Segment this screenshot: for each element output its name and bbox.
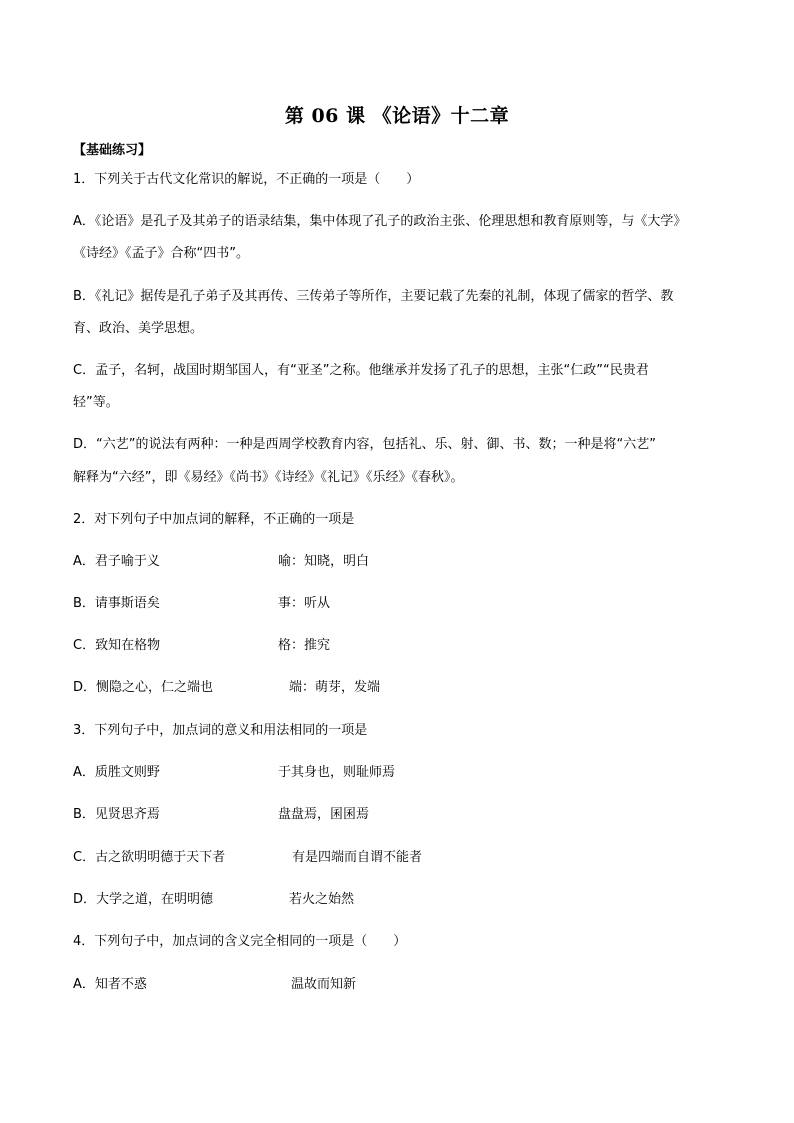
question-2-option-b-gloss: 事：听从 [278, 596, 331, 611]
question-1-option-d-line2: 解释为“六经”，即《易经》《尚书》《诗经》《礼记》《乐经》《春秋》。 [73, 470, 464, 485]
section-label: 【基础练习】 [73, 143, 152, 158]
question-3-option-a-second: 于其身也，则耻师焉 [278, 765, 396, 780]
question-1-option-c-line2: 轻”等。 [73, 395, 119, 410]
question-2-option-a-sentence: A．君子喻于义 [73, 554, 160, 569]
question-2-option-c-gloss: 格：推究 [278, 638, 331, 653]
question-3-option-d-second: 若火之始然 [289, 892, 355, 907]
question-3-option-d-first: D．大学之道，在明明德 [73, 892, 214, 907]
question-3-stem: 3．下列句子中，加点词的意义和用法相同的一项是 [73, 723, 368, 738]
question-2-stem: 2．对下列句子中加点词的解释，不正确的一项是 [73, 512, 355, 527]
question-1-option-a-line1: A．《论语》是孔子及其弟子的语录结集，集中体现了孔子的政治主张、伦理思想和教育原则等，与《大学》 [73, 214, 687, 229]
question-3-option-c-second: 有是四端而自谓不能者 [292, 850, 423, 865]
question-1-option-d-line1: D．“六艺”的说法有两种：一种是西周学校教育内容，包括礼、乐、射、御、书、数；一种是将“六艺” [73, 437, 656, 452]
question-2-option-a-gloss: 喻：知晓，明白 [278, 554, 370, 569]
question-1-option-b-line1: B．《礼记》据传是孔子弟子及其再传、三传弟子等所作，主要记载了先秦的礼制，体现了儒家的哲学、教 [73, 289, 674, 304]
question-2-option-c-sentence: C．致知在格物 [73, 638, 161, 653]
question-4-option-a-second: 温故而知新 [291, 977, 357, 992]
question-3-option-c-first: C．古之欲明明德于天下者 [73, 850, 226, 865]
question-2-option-b-sentence: B．请事斯语矣 [73, 596, 160, 611]
question-1-option-a-line2: 《诗经》《孟子》合称“四书”。 [73, 246, 249, 261]
question-4-stem: 4．下列句子中，加点词的含义完全相同的一项是（ ） [73, 934, 407, 949]
question-3-option-a-first: A．质胜文则野 [73, 765, 160, 780]
question-3-option-b-first: B．见贤思齐焉 [73, 807, 160, 822]
question-2-option-d-sentence: D．恻隐之心，仁之端也 [73, 680, 214, 695]
question-4-option-a-first: A．知者不惑 [73, 977, 147, 992]
page-title: 第 06 课 《论语》十二章 [284, 105, 510, 127]
question-1-option-c-line1: C．孟子，名轲，战国时期邹国人，有“亚圣”之称。他继承并发扬了孔子的思想，主张“仁政”“民贵君 [73, 363, 649, 378]
question-1-option-b-line2: 育、政治、美学思想。 [73, 321, 204, 336]
question-1-stem: 1．下列关于古代文化常识的解说，不正确的一项是（ ） [73, 172, 420, 187]
question-3-option-b-second: 盘盘焉，囷囷焉 [278, 807, 370, 822]
question-2-option-d-gloss: 端：萌芽，发端 [289, 680, 381, 695]
